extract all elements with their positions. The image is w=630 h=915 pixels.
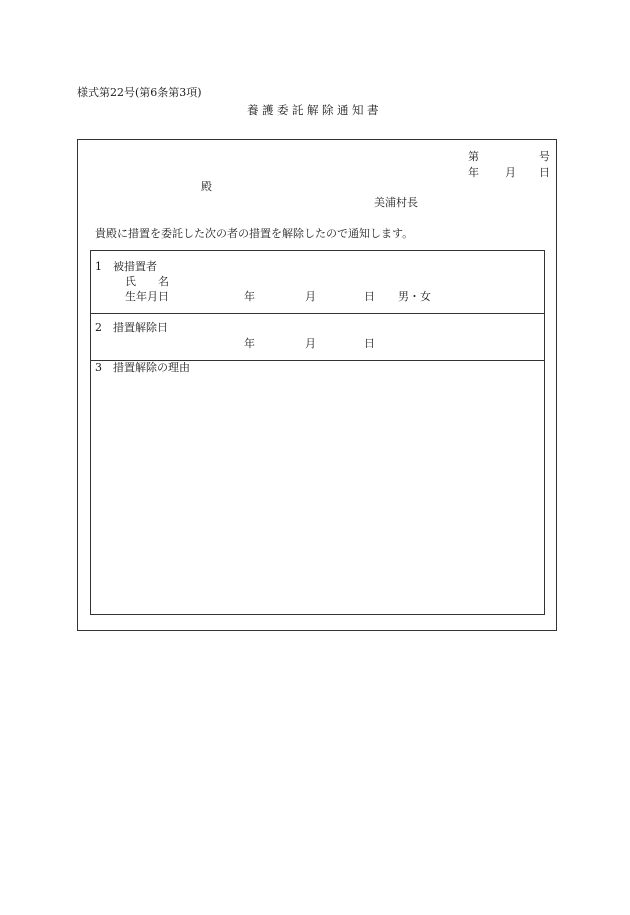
section-person-heading: 1 被措置者: [95, 260, 157, 273]
sex-options: 男・女: [398, 290, 431, 303]
section-date-heading: 2 措置解除日: [95, 321, 168, 334]
section-divider: [90, 313, 545, 314]
sender-title: 美浦村長: [374, 196, 418, 209]
birth-month-label: 月: [305, 290, 316, 303]
date-year-label: 年: [468, 166, 479, 179]
date-day-label: 日: [539, 166, 550, 179]
addressee-honorific: 殿: [201, 180, 212, 193]
document-title: 養護委託解除通知書: [247, 103, 382, 117]
birth-day-label: 日: [364, 290, 375, 303]
form-number: 様式第22号(第6条第3項): [77, 86, 202, 99]
release-day-label: 日: [364, 337, 375, 350]
section-reason-heading: 3 措置解除の理由: [95, 361, 190, 374]
number-suffix: 号: [539, 150, 550, 163]
details-table: [90, 250, 545, 615]
birthdate-label: 生年月日: [125, 290, 169, 303]
birth-year-label: 年: [244, 290, 255, 303]
number-prefix: 第: [468, 150, 479, 163]
date-month-label: 月: [505, 166, 516, 179]
body-text: 貴殿に措置を委託した次の者の措置を解除したので通知します。: [95, 227, 414, 240]
name-label: 氏 名: [125, 275, 169, 288]
release-month-label: 月: [305, 337, 316, 350]
release-year-label: 年: [244, 337, 255, 350]
